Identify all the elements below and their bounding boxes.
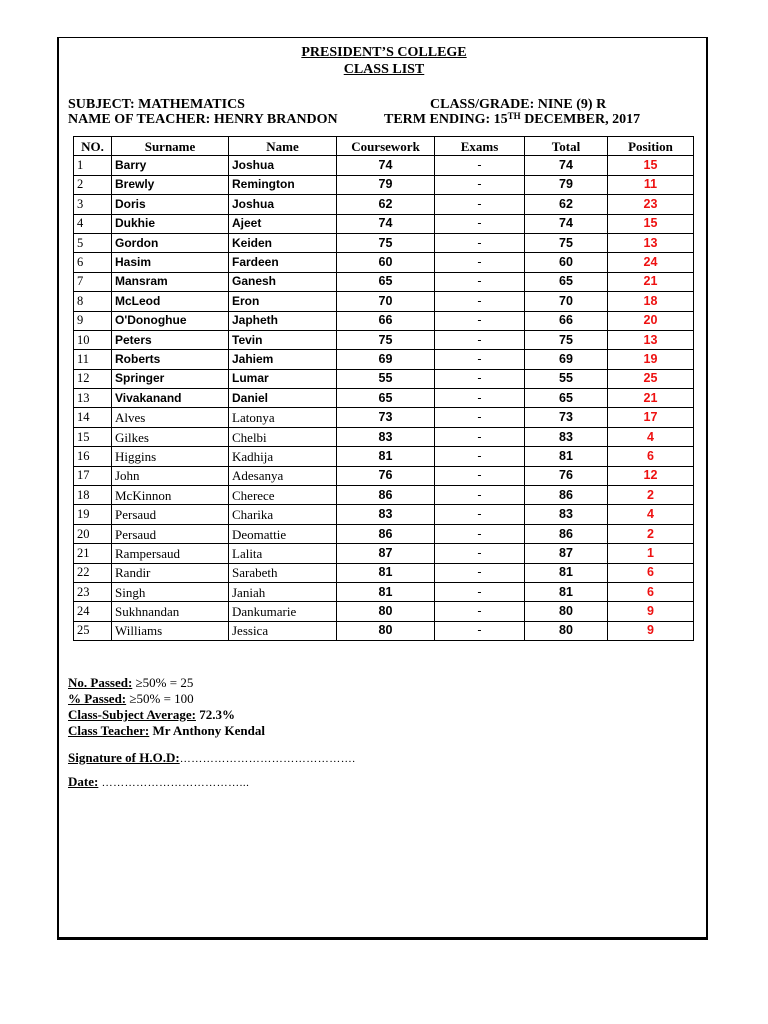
row-number: 16: [74, 447, 112, 466]
position-cell: 9: [608, 621, 694, 640]
name-cell: Remington: [229, 175, 337, 194]
position-cell: 2: [608, 524, 694, 543]
table-row: [74, 156, 694, 175]
exams-cell: -: [435, 602, 525, 621]
signature-label: Signature of H.O.D:: [68, 750, 180, 765]
term-suffix: DECEMBER, 2017: [520, 112, 641, 127]
total-cell: 75: [525, 233, 608, 252]
name-cell: Ganesh: [229, 272, 337, 291]
coursework-cell: 80: [337, 621, 435, 640]
exams-cell: -: [435, 195, 525, 214]
surname-cell: Springer: [112, 369, 229, 388]
table-row: [74, 505, 694, 524]
coursework-cell: 55: [337, 369, 435, 388]
col-header-name: Name: [229, 137, 337, 156]
row-number: 12: [74, 369, 112, 388]
surname-cell: Alves: [112, 408, 229, 427]
coursework-cell: 83: [337, 427, 435, 446]
position-cell: 21: [608, 389, 694, 408]
row-number: 6: [74, 253, 112, 272]
row-number: 15: [74, 427, 112, 446]
coursework-cell: 73: [337, 408, 435, 427]
total-cell: 60: [525, 253, 608, 272]
row-number: 4: [74, 214, 112, 233]
table-row: [74, 253, 694, 272]
name-cell: Lalita: [229, 544, 337, 563]
coursework-cell: 79: [337, 175, 435, 194]
exams-cell: -: [435, 292, 525, 311]
row-number: 8: [74, 292, 112, 311]
position-cell: 2: [608, 486, 694, 505]
teacher-line: NAME OF TEACHER: HENRY BRANDON: [68, 112, 338, 127]
coursework-cell: 65: [337, 272, 435, 291]
passed-label: No. Passed:: [68, 675, 133, 690]
total-cell: 70: [525, 292, 608, 311]
exams-cell: -: [435, 505, 525, 524]
position-cell: 25: [608, 369, 694, 388]
name-cell: Keiden: [229, 233, 337, 252]
table-body: [74, 156, 694, 641]
name-cell: Dankumarie: [229, 602, 337, 621]
exams-cell: -: [435, 621, 525, 640]
surname-cell: O'Donoghue: [112, 311, 229, 330]
name-cell: Latonya: [229, 408, 337, 427]
coursework-cell: 86: [337, 524, 435, 543]
table-row: [74, 292, 694, 311]
total-cell: 80: [525, 602, 608, 621]
total-cell: 76: [525, 466, 608, 485]
table-row: [74, 563, 694, 582]
total-cell: 81: [525, 563, 608, 582]
total-cell: 73: [525, 408, 608, 427]
term-prefix: TERM ENDING: 15: [384, 112, 508, 127]
surname-cell: Brewly: [112, 175, 229, 194]
row-number: 11: [74, 350, 112, 369]
position-cell: 1: [608, 544, 694, 563]
surname-cell: Mansram: [112, 272, 229, 291]
total-cell: 55: [525, 369, 608, 388]
coursework-cell: 75: [337, 330, 435, 349]
coursework-cell: 65: [337, 389, 435, 408]
average-value: 72.3%: [195, 707, 235, 722]
position-cell: 21: [608, 272, 694, 291]
table-row: [74, 369, 694, 388]
percent-label: % Passed:: [68, 691, 127, 706]
total-cell: 86: [525, 524, 608, 543]
row-number: 3: [74, 195, 112, 214]
surname-cell: Williams: [112, 621, 229, 640]
name-cell: Tevin: [229, 330, 337, 349]
total-cell: 69: [525, 350, 608, 369]
school-name: PRESIDENT’S COLLEGE: [301, 45, 467, 60]
list-title: CLASS LIST: [343, 62, 425, 77]
exams-cell: -: [435, 272, 525, 291]
table-row: [74, 311, 694, 330]
surname-cell: Dukhie: [112, 214, 229, 233]
class-grade-line: CLASS/GRADE: NINE (9) R: [430, 97, 607, 112]
exams-cell: -: [435, 330, 525, 349]
table-row: [74, 447, 694, 466]
table-row: [74, 544, 694, 563]
name-cell: Janiah: [229, 582, 337, 601]
name-cell: Adesanya: [229, 466, 337, 485]
table-header-row: [74, 137, 694, 156]
row-number: 25: [74, 621, 112, 640]
row-number: 7: [74, 272, 112, 291]
name-cell: Charika: [229, 505, 337, 524]
percent-value: ≥50% = 100: [126, 691, 194, 706]
total-cell: 83: [525, 427, 608, 446]
coursework-cell: 87: [337, 544, 435, 563]
coursework-cell: 74: [337, 156, 435, 175]
table-row: [74, 582, 694, 601]
row-number: 20: [74, 524, 112, 543]
row-number: 2: [74, 175, 112, 194]
name-cell: Sarabeth: [229, 563, 337, 582]
surname-cell: Persaud: [112, 505, 229, 524]
position-cell: 6: [608, 447, 694, 466]
total-cell: 79: [525, 175, 608, 194]
name-cell: Jahiem: [229, 350, 337, 369]
col-header-exams: Exams: [435, 137, 525, 156]
position-cell: 4: [608, 505, 694, 524]
row-number: 21: [74, 544, 112, 563]
table-row: [74, 214, 694, 233]
table-row: [74, 427, 694, 446]
name-cell: Japheth: [229, 311, 337, 330]
row-number: 19: [74, 505, 112, 524]
row-number: 23: [74, 582, 112, 601]
coursework-cell: 83: [337, 505, 435, 524]
row-number: 14: [74, 408, 112, 427]
col-header-no: NO.: [74, 137, 112, 156]
total-cell: 87: [525, 544, 608, 563]
surname-cell: Doris: [112, 195, 229, 214]
position-cell: 18: [608, 292, 694, 311]
row-number: 1: [74, 156, 112, 175]
coursework-cell: 76: [337, 466, 435, 485]
name-cell: Jessica: [229, 621, 337, 640]
table-row: [74, 195, 694, 214]
name-cell: Daniel: [229, 389, 337, 408]
exams-cell: -: [435, 563, 525, 582]
position-cell: 4: [608, 427, 694, 446]
exams-cell: -: [435, 447, 525, 466]
coursework-cell: 74: [337, 214, 435, 233]
table-row: [74, 175, 694, 194]
coursework-cell: 81: [337, 447, 435, 466]
position-cell: 6: [608, 582, 694, 601]
name-cell: Chelbi: [229, 427, 337, 446]
exams-cell: -: [435, 544, 525, 563]
name-cell: Fardeen: [229, 253, 337, 272]
position-cell: 15: [608, 156, 694, 175]
surname-cell: Hasim: [112, 253, 229, 272]
exams-cell: -: [435, 389, 525, 408]
name-cell: Kadhija: [229, 447, 337, 466]
passed-count: [68, 675, 193, 690]
exams-cell: -: [435, 175, 525, 194]
table-row: [74, 408, 694, 427]
total-cell: 62: [525, 195, 608, 214]
surname-cell: Higgins: [112, 447, 229, 466]
term-ordinal: TH: [507, 111, 521, 121]
position-cell: 24: [608, 253, 694, 272]
position-cell: 15: [608, 214, 694, 233]
exams-cell: -: [435, 466, 525, 485]
total-cell: 81: [525, 447, 608, 466]
position-cell: 13: [608, 233, 694, 252]
col-header-surname: Surname: [112, 137, 229, 156]
surname-cell: Gordon: [112, 233, 229, 252]
row-number: 18: [74, 486, 112, 505]
exams-cell: -: [435, 582, 525, 601]
coursework-cell: 86: [337, 486, 435, 505]
total-cell: 74: [525, 214, 608, 233]
date-field: [68, 774, 249, 791]
coursework-cell: 62: [337, 195, 435, 214]
exams-cell: -: [435, 350, 525, 369]
exams-cell: -: [435, 369, 525, 388]
position-cell: 6: [608, 563, 694, 582]
exams-cell: -: [435, 408, 525, 427]
position-cell: 20: [608, 311, 694, 330]
total-cell: 75: [525, 330, 608, 349]
surname-cell: Gilkes: [112, 427, 229, 446]
table-row: [74, 621, 694, 640]
class-teacher-label: Class Teacher:: [68, 723, 150, 738]
row-number: 24: [74, 602, 112, 621]
average-label: Class-Subject Average:: [68, 707, 196, 722]
term-ending-line: [384, 112, 640, 127]
table-row: [74, 602, 694, 621]
name-cell: Joshua: [229, 195, 337, 214]
total-cell: 66: [525, 311, 608, 330]
table-row: [74, 524, 694, 543]
surname-cell: Roberts: [112, 350, 229, 369]
surname-cell: McLeod: [112, 292, 229, 311]
exams-cell: -: [435, 233, 525, 252]
surname-cell: Sukhnandan: [112, 602, 229, 621]
exams-cell: -: [435, 156, 525, 175]
exams-cell: -: [435, 427, 525, 446]
position-cell: 12: [608, 466, 694, 485]
name-cell: Deomattie: [229, 524, 337, 543]
exams-cell: -: [435, 311, 525, 330]
surname-cell: Randir: [112, 563, 229, 582]
total-cell: 86: [525, 486, 608, 505]
row-number: 17: [74, 466, 112, 485]
position-cell: 19: [608, 350, 694, 369]
class-teacher-value: Mr Anthony Kendal: [149, 723, 265, 738]
surname-cell: Peters: [112, 330, 229, 349]
coursework-cell: 81: [337, 582, 435, 601]
total-cell: 65: [525, 389, 608, 408]
surname-cell: Vivakanand: [112, 389, 229, 408]
surname-cell: Barry: [112, 156, 229, 175]
surname-cell: Persaud: [112, 524, 229, 543]
class-average: [68, 707, 235, 722]
table-row: [74, 272, 694, 291]
table-row: [74, 350, 694, 369]
table-row: [74, 389, 694, 408]
total-cell: 83: [525, 505, 608, 524]
coursework-cell: 81: [337, 563, 435, 582]
row-number: 13: [74, 389, 112, 408]
name-cell: Lumar: [229, 369, 337, 388]
table-row: [74, 486, 694, 505]
surname-cell: John: [112, 466, 229, 485]
class-list-table: [73, 136, 694, 641]
coursework-cell: 66: [337, 311, 435, 330]
coursework-cell: 60: [337, 253, 435, 272]
position-cell: 17: [608, 408, 694, 427]
coursework-cell: 80: [337, 602, 435, 621]
surname-cell: Singh: [112, 582, 229, 601]
name-cell: Ajeet: [229, 214, 337, 233]
row-number: 22: [74, 563, 112, 582]
row-number: 10: [74, 330, 112, 349]
total-cell: 65: [525, 272, 608, 291]
exams-cell: -: [435, 486, 525, 505]
date-label: Date:: [68, 774, 99, 789]
table-row: [74, 330, 694, 349]
total-cell: 74: [525, 156, 608, 175]
exams-cell: -: [435, 214, 525, 233]
row-number: 5: [74, 233, 112, 252]
surname-cell: Rampersaud: [112, 544, 229, 563]
subject-line: SUBJECT: MATHEMATICS: [68, 97, 245, 112]
col-header-total: Total: [525, 137, 608, 156]
table-row: [74, 233, 694, 252]
row-number: 9: [74, 311, 112, 330]
coursework-cell: 69: [337, 350, 435, 369]
position-cell: 11: [608, 175, 694, 194]
col-header-coursework: Coursework: [337, 137, 435, 156]
exams-cell: -: [435, 524, 525, 543]
position-cell: 13: [608, 330, 694, 349]
name-cell: Eron: [229, 292, 337, 311]
exams-cell: -: [435, 253, 525, 272]
name-cell: Joshua: [229, 156, 337, 175]
position-cell: 9: [608, 602, 694, 621]
total-cell: 80: [525, 621, 608, 640]
passed-value: ≥50% = 25: [132, 675, 194, 690]
percent-passed: [68, 691, 194, 706]
date-line: ………………………………...: [98, 777, 250, 789]
hod-signature: [68, 750, 355, 767]
total-cell: 81: [525, 582, 608, 601]
table-row: [74, 466, 694, 485]
coursework-cell: 75: [337, 233, 435, 252]
signature-line: ……………………………………….: [179, 753, 356, 765]
surname-cell: McKinnon: [112, 486, 229, 505]
position-cell: 23: [608, 195, 694, 214]
col-header-position: Position: [608, 137, 694, 156]
name-cell: Cherece: [229, 486, 337, 505]
coursework-cell: 70: [337, 292, 435, 311]
class-teacher: [68, 723, 265, 738]
